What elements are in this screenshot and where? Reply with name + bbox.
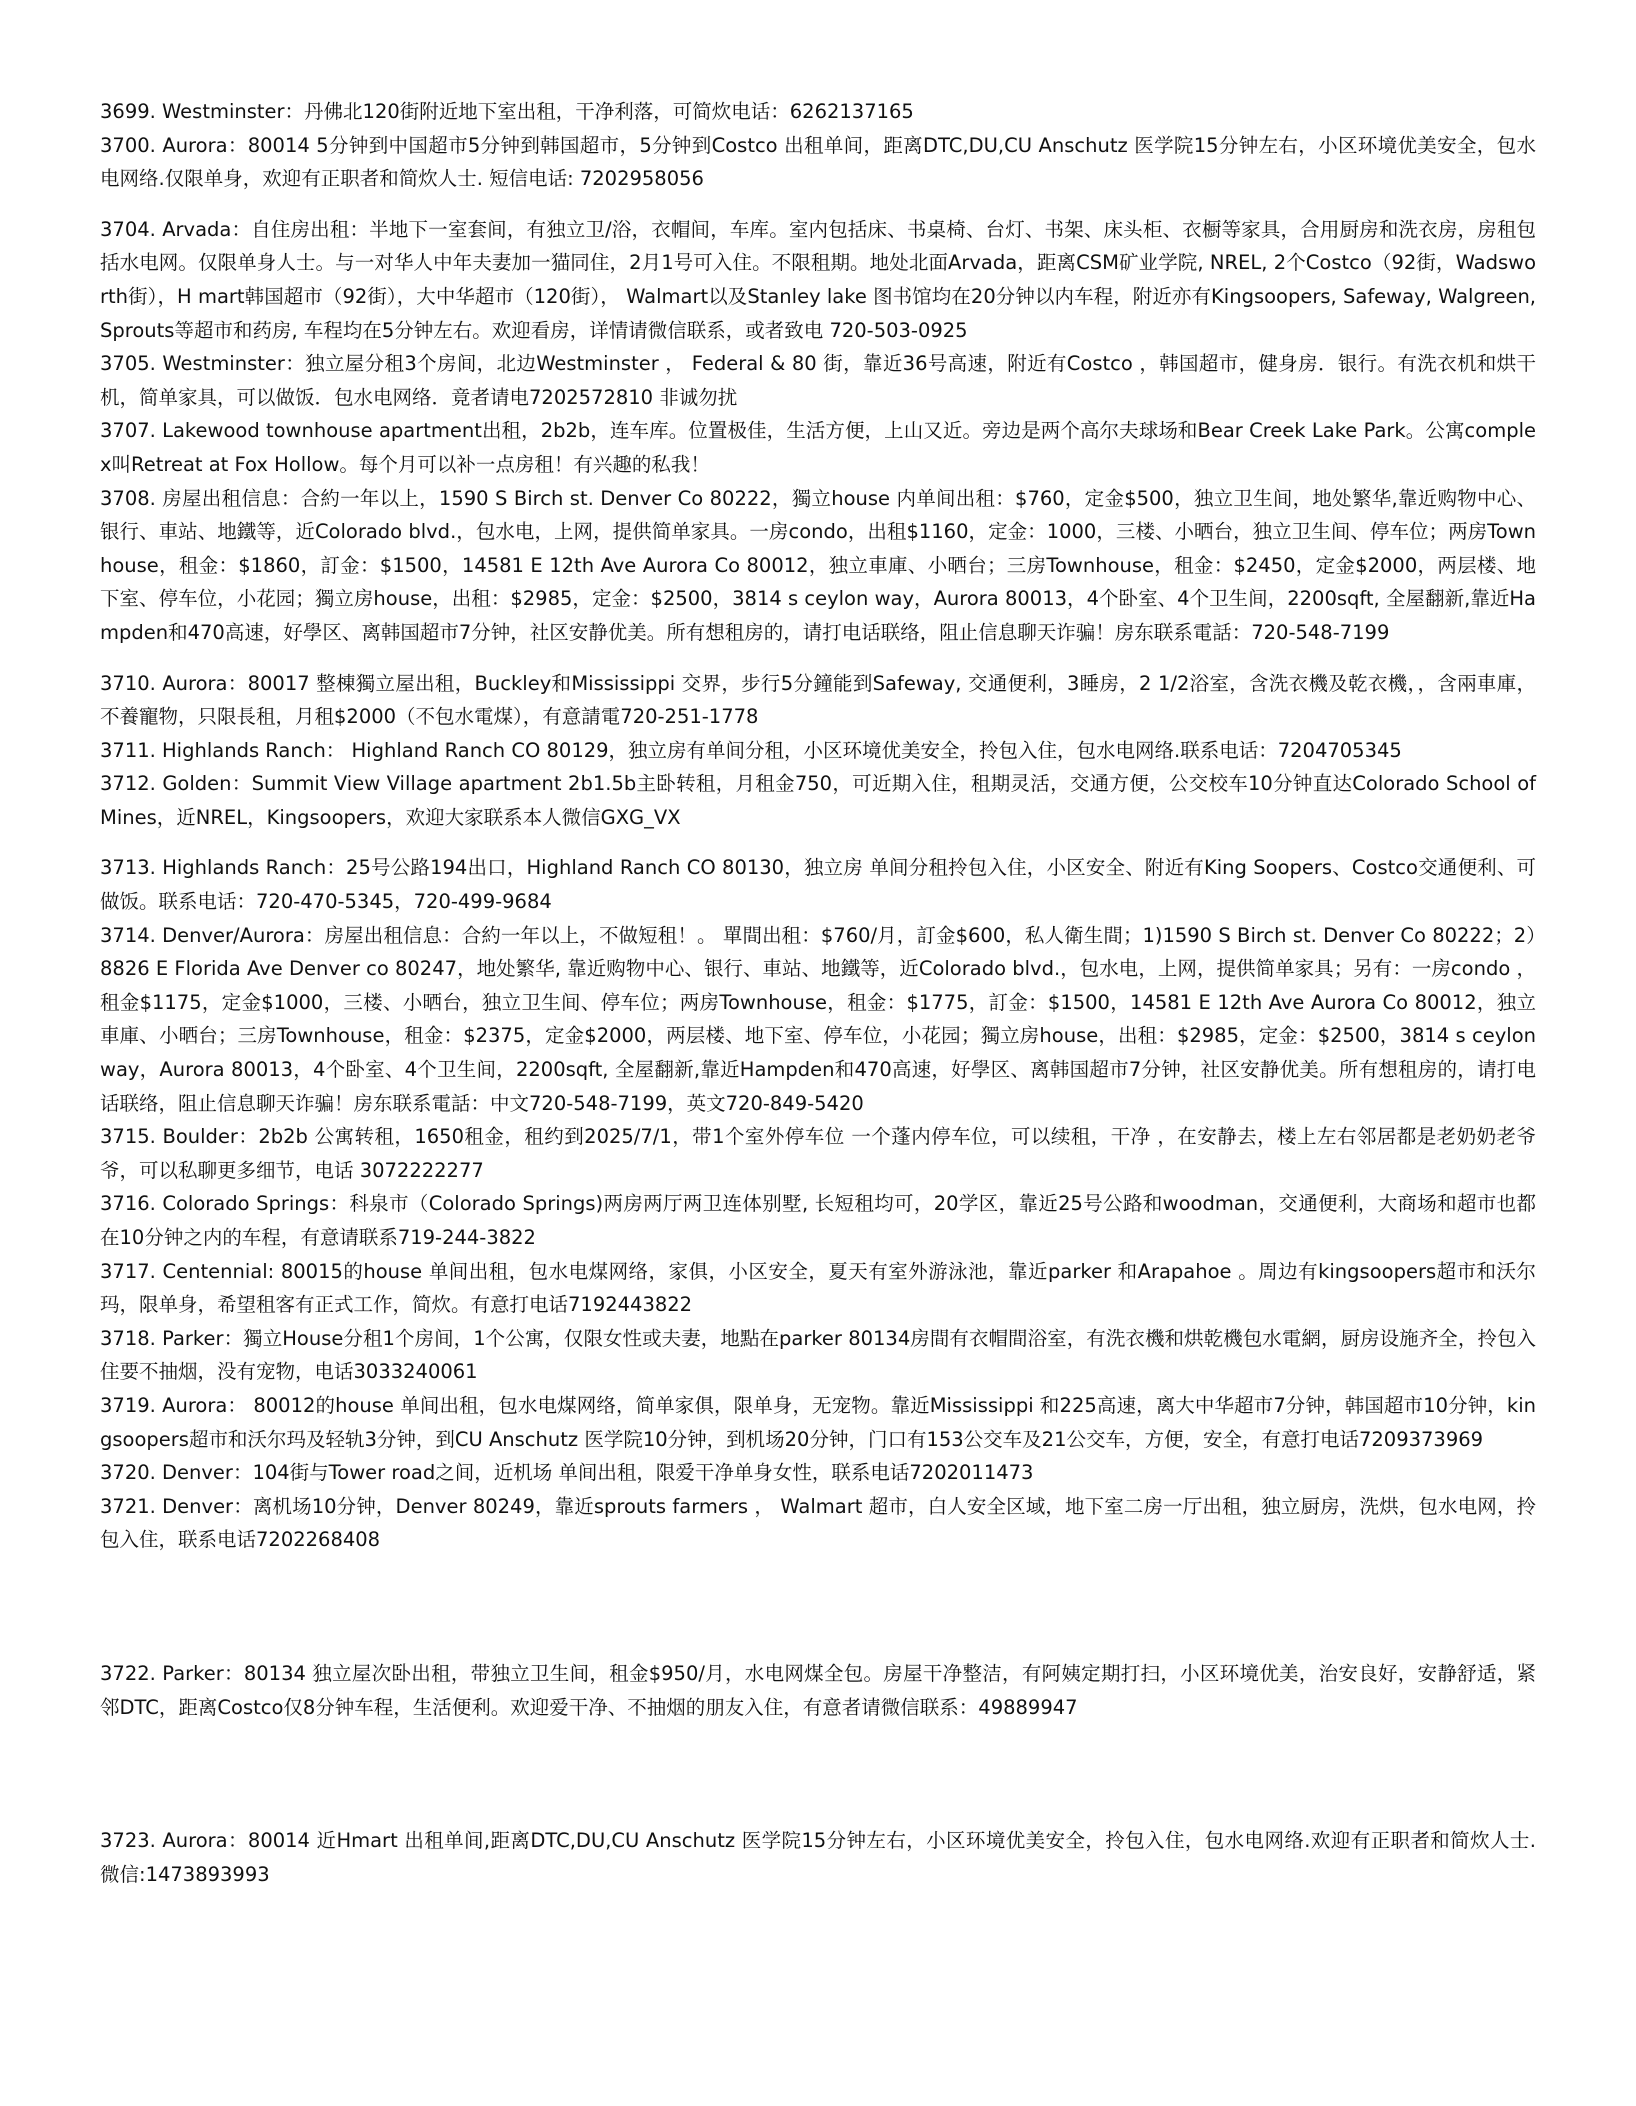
listing-3712: 3712. Golden：Summit View Village apartment 2b1.5b主卧转租，月租金750，可近期入住，租期灵活，交通方便，公交校车10分钟直达Colorado School of Mines，近NREL，Kingsoopers，欢迎大家联系本人微信GXG_VX — [100, 772, 1536, 829]
spacer — [100, 1724, 1536, 1824]
spacer — [100, 834, 1536, 851]
listing-3707: 3707. Lakewood townhouse apartment出租，2b2b，连车库。位置极佳，生活方便，上山又近。旁边是两个高尔夫球场和Bear Creek Lake Park。公寓complex叫Retreat at Fox Hollow。每个月可以补一点房租！有兴趣的私我！ — [100, 419, 1536, 476]
listing-3721: 3721. Denver：离机场10分钟，Denver 80249，靠近sprouts farmers ， Walmart 超市，白人安全区域，地下室二房一厅出租，独立厨房，洗烘，包水电网，拎包入住，联系电话7202268408 — [100, 1494, 1536, 1552]
listing-3722: 3722. Parker：80134 独立屋次卧出租，带独立卫生间，租金$950/月，水电网煤全包。房屋干净整洁，有阿姨定期打扫，小区环境优美，治安良好，安静舒适，紧邻DTC，距离Costco仅8分钟车程，生活便利。欢迎爱干净、不抽烟的朋友入住，有意者请微信联系：49889947 — [100, 1661, 1536, 1719]
listing-3723: 3723. Aurora：80014 近Hmart 出租单间,距离DTC,DU,CU Anschutz 医学院15分钟左右，小区环境优美安全，拎包入住，包水电网络.欢迎有正职者和简炊人士. 微信:1473893993 — [100, 1829, 1536, 1886]
spacer — [100, 196, 1536, 213]
listing-3708: 3708. 房屋出租信息：合約一年以上，1590 S Birch st. Denver Co 80222，獨立house 内单间出租：$760，定金$500，独立卫生间，地处繁华,靠近购物中心、银行、車站、地鐵等，近Colorado blvd.，包水电，上网，提供简单家具。一房condo，出租$1160，定金：1000，三楼、小晒台，独立卫生间、停车位；两房Townhouse，租金：$1860，訂金：$1500，14581 E 12th Ave Aurora Co 80012，独立車庫、小晒台；三房Townhouse，租金：$2450，定金$2000，两层楼、地下室、停车位，小花园；獨立房house，出租：$2985，定金：$2500，3814 s ceylon way，Aurora 80013，4个卧室、4个卫生间，2200sqft, 全屋翻新,靠近Hampden和470高速，好學区、离韩国超市7分钟，社区安静优美。所有想租房的，请打电话联络，阻止信息聊天诈骗！房东联系電話：720-548-7199 — [100, 486, 1536, 644]
listings-document — [100, 95, 1536, 1891]
listing-3719: 3719. Aurora： 80012的house 单间出租，包水电煤网络，简单家俱，限单身，无宠物。靠近Mississippi 和225高速，离大中华超市7分钟，韩国超市10分钟，kingsoopers超市和沃尔玛及轻轨3分钟，到CU Anschutz 医学院10分钟，到机场20分钟，门口有153公交车及21公交车，方便，安全，有意打电话7209373969 — [100, 1393, 1536, 1451]
listing-3713: 3713. Highlands Ranch：25号公路194出口，Highland Ranch CO 80130，独立房 单间分租拎包入住，小区安全、附近有King Soopers、Costco交通便利、可做饭。联系电话：720-470-5345，720-499-9684 — [100, 856, 1536, 914]
listing-3710: 3710. Aurora：80017 整棟獨立屋出租，Buckley和Mississippi 交界，步行5分鐘能到Safeway, 交通便利，3睡房，2 1/2浴室，含洗衣機及乾衣機，，含兩車庫，不養寵物，只限長租，月租$2000（不包水電煤），有意請電720-251-1778 — [100, 671, 1536, 729]
spacer — [100, 1557, 1536, 1657]
listing-3711: 3711. Highlands Ranch： Highland Ranch CO 80129，独立房有单间分租，小区环境优美安全，拎包入住，包水电网络.联系电话：7204705345 — [100, 738, 1402, 762]
listing-3716: 3716. Colorado Springs：科泉市（Colorado Springs)两房两厅两卫连体别墅, 长短租均可，20学区，靠近25号公路和woodman，交通便利，大商场和超市也都在10分钟之内的车程，有意请联系719-244-3822 — [100, 1192, 1536, 1249]
listing-3705: 3705. Westminster：独立屋分租3个房间，北边Westminster ， Federal & 80 街，靠近36号高速，附近有Costco ，韩国超市，健身房．银行。有洗衣机和烘干机，简单家具，可以做饭．包水电网络．竟者请电7202572810 非诚勿扰 — [100, 352, 1536, 409]
listing-3715: 3715. Boulder：2b2b 公寓转租，1650租金，租约到2025/7/1，带1个室外停车位 一个蓬内停车位，可以续租，干净 ，在安静去，楼上左右邻居都是老奶奶老爷爷，可以私聊更多细节，电话 3072222277 — [100, 1125, 1536, 1182]
listing-3699: 3699. Westminster：丹佛北120街附近地下室出租，干净利落，可简炊电话：6262137165 — [100, 100, 914, 123]
listing-3704: 3704. Arvada：自住房出租：半地下一室套间，有独立卫/浴，衣帽间，车库。室内包括床、书桌椅、台灯、书架、床头柜、衣橱等家具，合用厨房和洗衣房，房租包括水电网。仅限单身人士。与一对华人中年夫妻加一猫同住，2月1号可入住。不限租期。地处北面Arvada，距离CSM矿业学院, NREL, 2个Costco（92街，Wadsworth街），H mart韩国超市（92街），大中华超市（120街）， Walmart以及Stanley lake 图书馆均在20分钟以内车程，附近亦有Kingsoopers, Safeway, Walgreen, Sprouts等超市和药房, 车程均在5分钟左右。欢迎看房，详情请微信联系，或者致电 720-503-0925 — [100, 217, 1536, 342]
listing-3700: 3700. Aurora：80014 5分钟到中国超市5分钟到韩国超市，5分钟到Costco 出租单间，距离DTC,DU,CU Anschutz 医学院15分钟左右，小区环境优美安全，包水电网络.仅限单身，欢迎有正职者和简炊人士. 短信电话: 7202958056 — [100, 133, 1536, 191]
listing-3718: 3718. Parker：獨立House分租1个房间，1个公寓，仅限女性或夫妻，地點在parker 80134房間有衣帽間浴室，有洗衣機和烘乾機包水電網，厨房设施齐全，拎包入住要不抽烟，没有宠物，电话3033240061 — [100, 1326, 1536, 1384]
spacer — [100, 650, 1536, 667]
listing-3714: 3714. Denver/Aurora：房屋出租信息：合約一年以上，不做短租！。 單間出租：$760/月，訂金$600，私人衛生間；1)1590 S Birch st. Denver Co 80222；2）8826 E Florida Ave Denver co 80247，地处繁华, 靠近购物中心、银行、車站、地鐵等，近Colorado blvd.，包水电，上网，提供简单家具；另有：一房condo ，租金$1175，定金$1000，三楼、小晒台，独立卫生间、停车位；两房Townhouse，租金：$1775，訂金：$1500，14581 E 12th Ave Aurora Co 80012，独立車庫、小晒台；三房Townhouse，租金：$2375，定金$2000，两层楼、地下室、停车位，小花园；獨立房house，出租：$2985，定金：$2500，3814 s ceylon way，Aurora 80013，4个卧室、4个卫生间，2200sqft, 全屋翻新,靠近Hampden和470高速，好學区、离韩国超市7分钟，社区安静优美。所有想租房的，请打电话联络，阻止信息聊天诈骗！房东联系電話：中文720-548-7199，英文720-849-5420 — [100, 923, 1536, 1115]
listing-3717: 3717. Centennial: 80015的house 单间出租，包水电煤网络，家俱，小区安全，夏天有室外游泳池，靠近parker 和Arapahoe 。周边有kingsoopers超市和沃尔玛，限单身，希望租客有正式工作，简炊。有意打电话7192443822 — [100, 1259, 1536, 1317]
listing-3720: 3720. Denver：104街与Tower road之间，近机场 单间出租，限爱干净单身女性，联系电话7202011473 — [100, 1461, 1034, 1485]
